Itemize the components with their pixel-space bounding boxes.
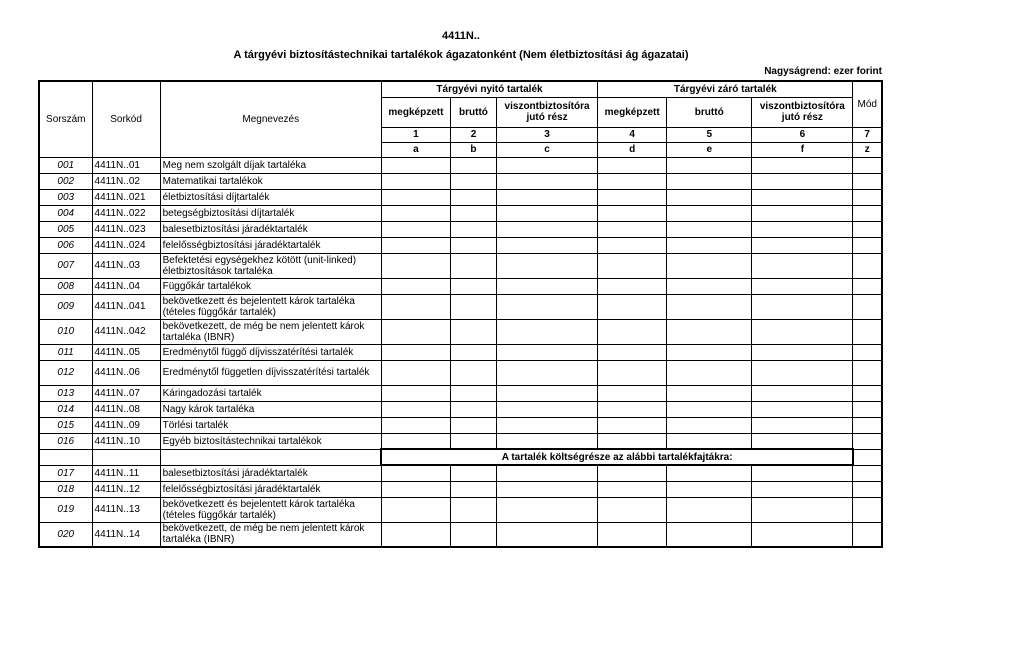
value-cell[interactable] [381, 522, 450, 547]
value-cell[interactable] [853, 433, 882, 449]
value-cell[interactable] [497, 157, 598, 173]
row-name: Matematikai tartalékok [160, 173, 381, 189]
value-cell[interactable] [667, 360, 752, 385]
value-cell[interactable] [497, 237, 598, 253]
col-number: 6 [752, 127, 853, 142]
value-cell[interactable] [381, 157, 450, 173]
row-name: bekövetkezett, de még be nem jelentett károk tartaléka (IBNR) [160, 319, 381, 344]
value-cell[interactable] [497, 433, 598, 449]
value-cell[interactable] [667, 205, 752, 221]
value-cell[interactable] [853, 522, 882, 547]
table-row [39, 173, 882, 189]
value-cell[interactable] [667, 497, 752, 522]
table-row [39, 360, 882, 385]
value-cell[interactable] [752, 189, 853, 205]
value-cell[interactable] [381, 417, 450, 433]
value-cell[interactable] [450, 294, 496, 319]
row-code: 4411N..04 [92, 278, 160, 294]
value-cell[interactable] [667, 401, 752, 417]
col-header-viszont-close: viszontbiztosítóra jutó rész [752, 97, 853, 127]
row-name: betegségbiztosítási díjtartalék [160, 205, 381, 221]
value-cell[interactable] [381, 481, 450, 497]
value-cell[interactable] [752, 385, 853, 401]
value-cell[interactable] [381, 294, 450, 319]
col-header-mod: Mód [853, 81, 882, 127]
row-code: 4411N..05 [92, 344, 160, 360]
col-letter: b [450, 142, 496, 157]
value-cell[interactable] [497, 465, 598, 481]
value-cell[interactable] [853, 497, 882, 522]
row-index: 011 [39, 344, 92, 360]
value-cell[interactable] [381, 237, 450, 253]
value-cell[interactable] [598, 237, 667, 253]
section-spacer [853, 449, 882, 465]
value-cell[interactable] [667, 481, 752, 497]
row-index: 017 [39, 465, 92, 481]
value-cell[interactable] [450, 344, 496, 360]
table-row [39, 433, 882, 449]
row-code: 4411N..08 [92, 401, 160, 417]
value-cell[interactable] [752, 360, 853, 385]
value-cell[interactable] [497, 497, 598, 522]
col-letter: f [752, 142, 853, 157]
row-index: 006 [39, 237, 92, 253]
col-letter: c [497, 142, 598, 157]
value-cell[interactable] [598, 401, 667, 417]
value-cell[interactable] [667, 237, 752, 253]
row-name: Meg nem szolgált díjak tartaléka [160, 157, 381, 173]
value-cell[interactable] [752, 157, 853, 173]
row-index: 005 [39, 221, 92, 237]
table-row [39, 401, 882, 417]
row-code: 4411N..023 [92, 221, 160, 237]
value-cell[interactable] [853, 173, 882, 189]
reserves-table [38, 80, 883, 548]
table-row [39, 278, 882, 294]
value-cell[interactable] [667, 173, 752, 189]
value-cell[interactable] [450, 221, 496, 237]
row-index: 019 [39, 497, 92, 522]
section-spacer [160, 449, 381, 465]
row-code: 4411N..021 [92, 189, 160, 205]
value-cell[interactable] [598, 278, 667, 294]
value-cell[interactable] [450, 157, 496, 173]
value-cell[interactable] [450, 253, 496, 278]
value-cell[interactable] [667, 157, 752, 173]
value-cell[interactable] [598, 497, 667, 522]
value-cell[interactable] [667, 278, 752, 294]
value-cell[interactable] [752, 319, 853, 344]
row-index: 001 [39, 157, 92, 173]
value-cell[interactable] [752, 205, 853, 221]
value-cell[interactable] [497, 522, 598, 547]
row-index: 008 [39, 278, 92, 294]
value-cell[interactable] [497, 189, 598, 205]
row-name: Törlési tartalék [160, 417, 381, 433]
value-cell[interactable] [752, 465, 853, 481]
value-cell[interactable] [853, 344, 882, 360]
value-cell[interactable] [381, 385, 450, 401]
table-row [39, 205, 882, 221]
table-row [39, 417, 882, 433]
value-cell[interactable] [381, 433, 450, 449]
col-number: 2 [450, 127, 496, 142]
table-row [39, 221, 882, 237]
value-cell[interactable] [381, 278, 450, 294]
row-index: 007 [39, 253, 92, 278]
value-cell[interactable] [853, 465, 882, 481]
value-cell[interactable] [752, 433, 853, 449]
table-row [39, 385, 882, 401]
row-name: bekövetkezett és bejelentett károk tartaléka (tételes függőkár tartalék) [160, 497, 381, 522]
row-index: 012 [39, 360, 92, 385]
value-cell[interactable] [667, 319, 752, 344]
row-code: 4411N..022 [92, 205, 160, 221]
value-cell[interactable] [497, 253, 598, 278]
section-spacer [92, 449, 160, 465]
table-row [39, 253, 882, 278]
value-cell[interactable] [752, 344, 853, 360]
value-cell[interactable] [853, 417, 882, 433]
value-cell[interactable] [598, 294, 667, 319]
value-cell[interactable] [598, 173, 667, 189]
row-code: 4411N..13 [92, 497, 160, 522]
value-cell[interactable] [667, 522, 752, 547]
row-code: 4411N..02 [92, 173, 160, 189]
col-letter: e [667, 142, 752, 157]
col-header-megnevezes: Megnevezés [160, 81, 381, 157]
value-cell[interactable] [853, 157, 882, 173]
value-cell[interactable] [450, 401, 496, 417]
row-name: bekövetkezett és bejelentett károk tartaléka (tételes függőkár tartalék) [160, 294, 381, 319]
value-cell[interactable] [667, 465, 752, 481]
group-header-close: Tárgyévi záró tartalék [598, 81, 853, 97]
col-header-sorszam: Sorszám [39, 81, 92, 157]
value-cell[interactable] [853, 401, 882, 417]
table-row [39, 319, 882, 344]
row-code: 4411N..14 [92, 522, 160, 547]
col-header-brutto-open: bruttó [450, 97, 496, 127]
row-code: 4411N..07 [92, 385, 160, 401]
value-cell[interactable] [497, 278, 598, 294]
value-cell[interactable] [752, 417, 853, 433]
value-cell[interactable] [450, 522, 496, 547]
value-cell[interactable] [381, 189, 450, 205]
value-cell[interactable] [853, 189, 882, 205]
value-cell[interactable] [853, 237, 882, 253]
value-cell[interactable] [450, 417, 496, 433]
value-cell[interactable] [381, 221, 450, 237]
value-cell[interactable] [497, 385, 598, 401]
row-code: 4411N..024 [92, 237, 160, 253]
row-code: 4411N..10 [92, 433, 160, 449]
value-cell[interactable] [450, 385, 496, 401]
value-cell[interactable] [450, 237, 496, 253]
row-index: 003 [39, 189, 92, 205]
value-cell[interactable] [497, 294, 598, 319]
col-number: 1 [381, 127, 450, 142]
col-header-megkepzett-close: megképzett [598, 97, 667, 127]
form-code: 4411N.. [442, 30, 480, 42]
value-cell[interactable] [598, 205, 667, 221]
value-cell[interactable] [752, 221, 853, 237]
value-cell[interactable] [853, 385, 882, 401]
col-number: 7 [853, 127, 882, 142]
value-cell[interactable] [752, 294, 853, 319]
value-cell[interactable] [598, 157, 667, 173]
table-row [39, 465, 882, 481]
col-letter: z [853, 142, 882, 157]
value-cell[interactable] [598, 385, 667, 401]
value-cell[interactable] [752, 278, 853, 294]
row-name: felelősségbiztosítási járadéktartalék [160, 481, 381, 497]
value-cell[interactable] [667, 417, 752, 433]
page-title: A tárgyévi biztosítástechnikai tartalékok ágazatonként (Nem életbiztosítási ág ágazatai) [233, 49, 689, 61]
row-name: Eredménytől függő díjvisszatérítési tartalék [160, 344, 381, 360]
col-header-viszont-open: viszontbiztosítóra jutó rész [497, 97, 598, 127]
row-index: 009 [39, 294, 92, 319]
table-row [39, 237, 882, 253]
value-cell[interactable] [752, 173, 853, 189]
value-cell[interactable] [497, 221, 598, 237]
row-index: 010 [39, 319, 92, 344]
value-cell[interactable] [853, 360, 882, 385]
row-index: 002 [39, 173, 92, 189]
value-cell[interactable] [598, 189, 667, 205]
row-code: 4411N..041 [92, 294, 160, 319]
row-index: 004 [39, 205, 92, 221]
row-name: életbiztosítási díjtartalék [160, 189, 381, 205]
row-code: 4411N..042 [92, 319, 160, 344]
value-cell[interactable] [752, 497, 853, 522]
value-cell[interactable] [450, 360, 496, 385]
value-cell[interactable] [667, 253, 752, 278]
row-name: bekövetkezett, de még be nem jelentett károk tartaléka (IBNR) [160, 522, 381, 547]
value-cell[interactable] [450, 278, 496, 294]
section-spacer [39, 449, 92, 465]
table-row [39, 522, 882, 547]
row-name: Egyéb biztosítástechnikai tartalékok [160, 433, 381, 449]
value-cell[interactable] [381, 360, 450, 385]
value-cell[interactable] [598, 433, 667, 449]
row-name: Káringadozási tartalék [160, 385, 381, 401]
unit-label: Nagyságrend: ezer forint [764, 66, 882, 77]
table-row [39, 481, 882, 497]
value-cell[interactable] [598, 221, 667, 237]
value-cell[interactable] [667, 221, 752, 237]
value-cell[interactable] [853, 253, 882, 278]
col-header-megkepzett-open: megképzett [381, 97, 450, 127]
value-cell[interactable] [450, 433, 496, 449]
value-cell[interactable] [497, 319, 598, 344]
table-row [39, 294, 882, 319]
row-name: felelősségbiztosítási járadéktartalék [160, 237, 381, 253]
row-code: 4411N..11 [92, 465, 160, 481]
row-name: balesetbiztosítási járadéktartalék [160, 465, 381, 481]
value-cell[interactable] [381, 401, 450, 417]
row-index: 015 [39, 417, 92, 433]
row-code: 4411N..12 [92, 481, 160, 497]
row-name: balesetbiztosítási járadéktartalék [160, 221, 381, 237]
value-cell[interactable] [381, 173, 450, 189]
value-cell[interactable] [752, 522, 853, 547]
col-number: 3 [497, 127, 598, 142]
row-index: 016 [39, 433, 92, 449]
value-cell[interactable] [598, 417, 667, 433]
row-index: 013 [39, 385, 92, 401]
col-header-sorkod: Sorkód [92, 81, 160, 157]
value-cell[interactable] [381, 205, 450, 221]
value-cell[interactable] [450, 173, 496, 189]
row-index: 018 [39, 481, 92, 497]
value-cell[interactable] [598, 465, 667, 481]
value-cell[interactable] [381, 344, 450, 360]
value-cell[interactable] [598, 481, 667, 497]
value-cell[interactable] [598, 344, 667, 360]
value-cell[interactable] [497, 360, 598, 385]
value-cell[interactable] [450, 205, 496, 221]
value-cell[interactable] [752, 237, 853, 253]
value-cell[interactable] [853, 319, 882, 344]
table-row [39, 344, 882, 360]
value-cell[interactable] [752, 401, 853, 417]
value-cell[interactable] [598, 253, 667, 278]
value-cell[interactable] [598, 319, 667, 344]
value-cell[interactable] [667, 294, 752, 319]
row-name: Függőkár tartalékok [160, 278, 381, 294]
value-cell[interactable] [853, 294, 882, 319]
value-cell[interactable] [497, 173, 598, 189]
value-cell[interactable] [450, 465, 496, 481]
col-letter: a [381, 142, 450, 157]
row-code: 4411N..06 [92, 360, 160, 385]
row-code: 4411N..03 [92, 253, 160, 278]
value-cell[interactable] [752, 253, 853, 278]
section-label: A tartalék költségrésze az alábbi tartalékfajtákra: [381, 449, 853, 465]
value-cell[interactable] [381, 319, 450, 344]
value-cell[interactable] [450, 189, 496, 205]
value-cell[interactable] [381, 497, 450, 522]
value-cell[interactable] [667, 344, 752, 360]
value-cell[interactable] [497, 481, 598, 497]
row-name: Nagy károk tartaléka [160, 401, 381, 417]
value-cell[interactable] [667, 189, 752, 205]
value-cell[interactable] [667, 385, 752, 401]
row-index: 014 [39, 401, 92, 417]
row-name: Eredménytől független díjvisszatérítési tartalék [160, 360, 381, 385]
value-cell[interactable] [667, 433, 752, 449]
value-cell[interactable] [752, 481, 853, 497]
col-header-brutto-close: bruttó [667, 97, 752, 127]
value-cell[interactable] [497, 417, 598, 433]
value-cell[interactable] [450, 497, 496, 522]
value-cell[interactable] [497, 205, 598, 221]
value-cell[interactable] [381, 253, 450, 278]
value-cell[interactable] [853, 481, 882, 497]
value-cell[interactable] [450, 481, 496, 497]
value-cell[interactable] [598, 522, 667, 547]
group-header-open: Tárgyévi nyitó tartalék [381, 81, 597, 97]
value-cell[interactable] [853, 278, 882, 294]
value-cell[interactable] [450, 319, 496, 344]
col-number: 5 [667, 127, 752, 142]
value-cell[interactable] [497, 401, 598, 417]
table-row [39, 497, 882, 522]
row-name: Befektetési egységekhez kötött (unit-linked) életbiztosítások tartaléka [160, 253, 381, 278]
value-cell[interactable] [381, 465, 450, 481]
value-cell[interactable] [853, 221, 882, 237]
row-index: 020 [39, 522, 92, 547]
col-number: 4 [598, 127, 667, 142]
row-code: 4411N..09 [92, 417, 160, 433]
row-code: 4411N..01 [92, 157, 160, 173]
value-cell[interactable] [497, 344, 598, 360]
value-cell[interactable] [853, 205, 882, 221]
table-row [39, 157, 882, 173]
table-row [39, 189, 882, 205]
value-cell[interactable] [598, 360, 667, 385]
col-letter: d [598, 142, 667, 157]
